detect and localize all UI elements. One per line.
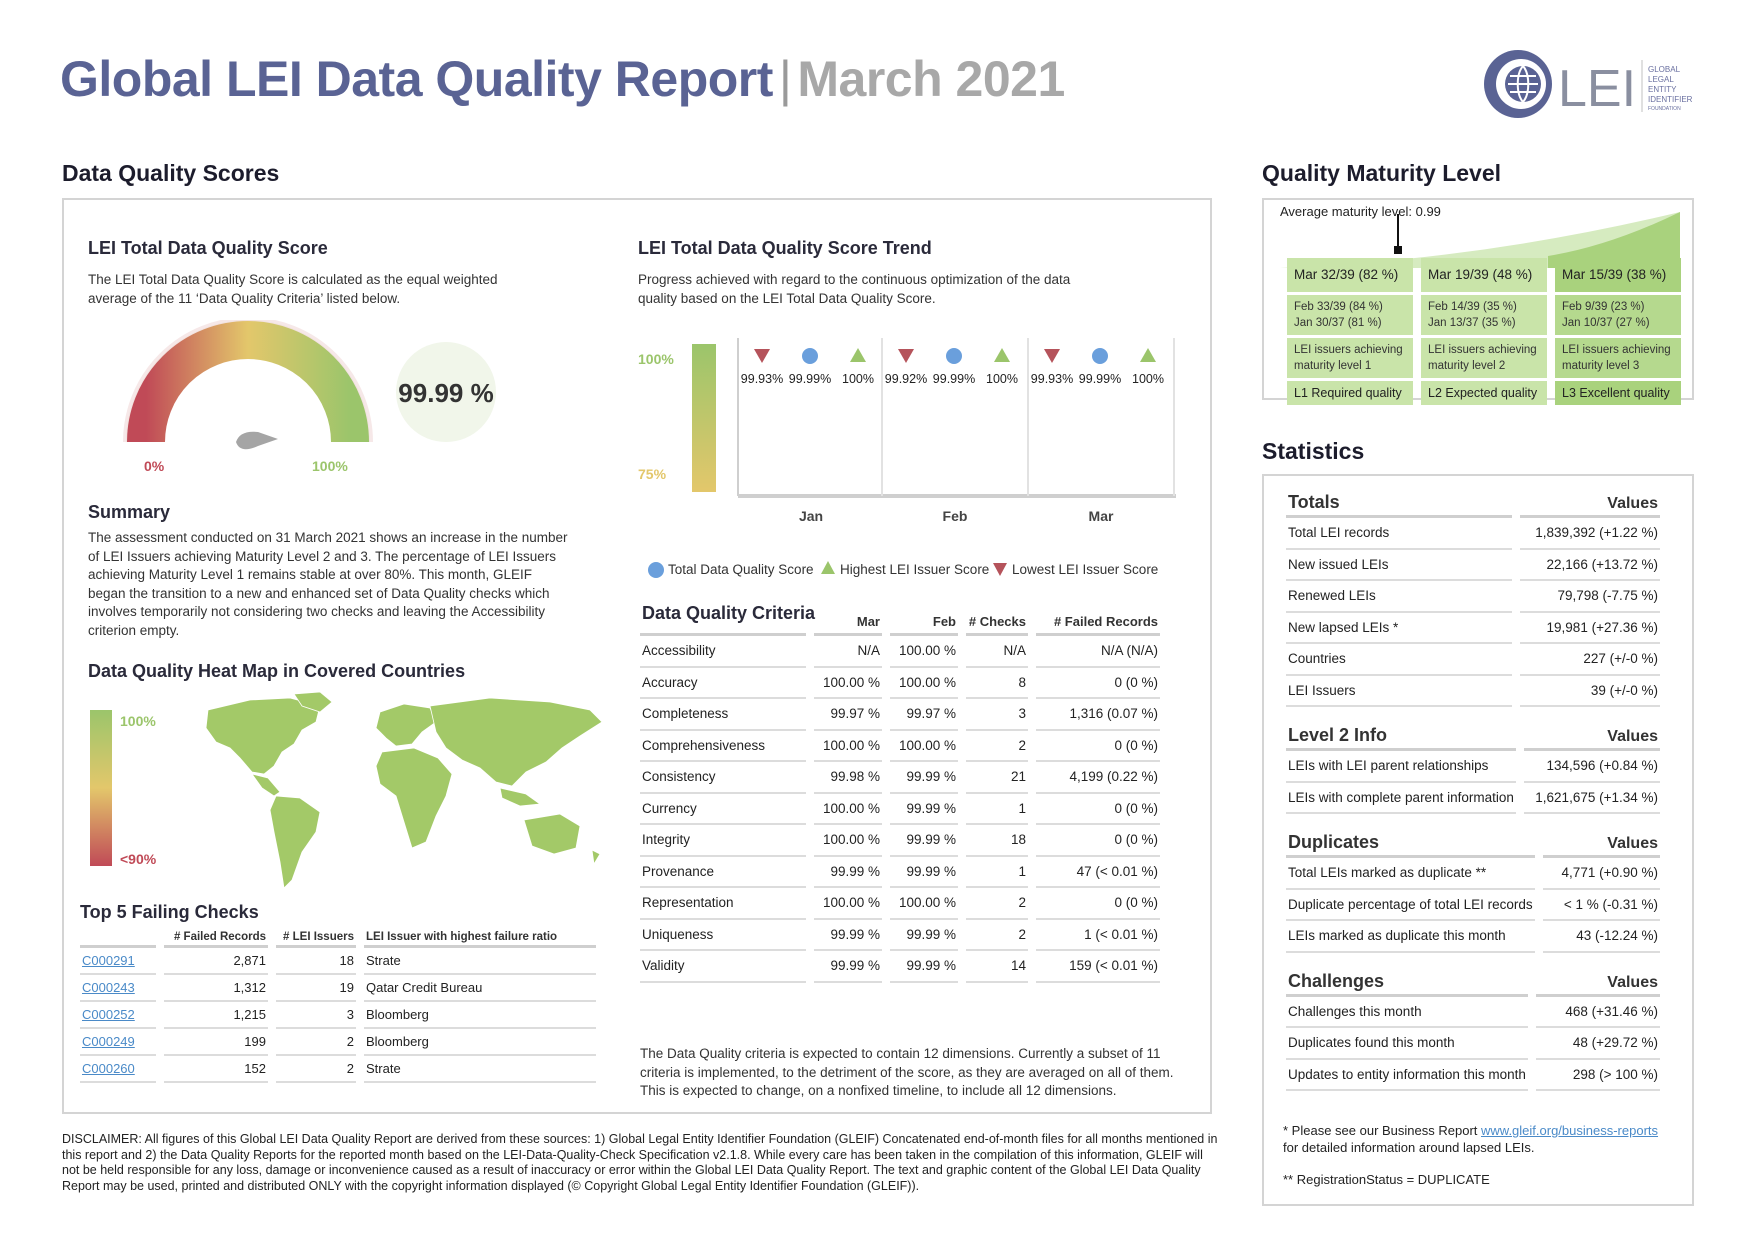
globe-logo-icon xyxy=(1480,46,1700,126)
criterion-feb: 99.97 % xyxy=(890,699,958,731)
criterion-checks: 2 xyxy=(966,888,1028,920)
check-code-link[interactable]: C000260 xyxy=(80,1056,156,1083)
fail-col-code xyxy=(80,928,156,948)
table-row xyxy=(1286,1060,1660,1092)
logo-caption-4: IDENTIFIER xyxy=(1648,95,1693,104)
gauge-needle xyxy=(236,432,278,449)
maturity-desc-level: maturity level 2 xyxy=(1428,360,1506,372)
table-row xyxy=(80,1056,596,1083)
stat-value: 19,981 (+27.36 %) xyxy=(1520,613,1660,645)
criterion-mar: 100.00 % xyxy=(814,668,882,700)
stat-label: Total LEIs marked as duplicate ** xyxy=(1286,858,1535,890)
top-failing-title: Top 5 Failing Checks xyxy=(80,902,259,922)
total-score-marker-feb xyxy=(946,348,962,364)
criterion-checks: 14 xyxy=(966,951,1028,983)
maturity-label: L1 Required quality xyxy=(1287,381,1413,405)
criterion-name: Comprehensiveness xyxy=(640,731,806,763)
fail-col-failed: # Failed Records xyxy=(164,928,268,948)
heatmap-scale-bar xyxy=(90,710,112,866)
maturity-jan: Jan 10/37 (27 %) xyxy=(1562,317,1650,329)
criterion-failed: 0 (0 %) xyxy=(1036,888,1160,920)
table-row xyxy=(640,920,1160,952)
fail-col-issuer: LEI Issuer with highest failure ratio xyxy=(364,928,596,948)
lowest-score-marker-mar xyxy=(1044,349,1060,363)
stats-group-name: Duplicates xyxy=(1286,824,1535,858)
stat-label: LEIs with complete parent information xyxy=(1286,783,1516,815)
maturity-jan: Jan 30/37 (81 %) xyxy=(1294,317,1382,329)
criterion-checks: 8 xyxy=(966,668,1028,700)
logo-caption-2: LEGAL xyxy=(1648,75,1674,84)
criterion-name: Provenance xyxy=(640,857,806,889)
trend-month-label: Feb xyxy=(942,508,968,524)
table-row xyxy=(1286,644,1660,676)
failed-records: 2,871 xyxy=(164,948,268,975)
criterion-checks: 21 xyxy=(966,762,1028,794)
issuer-name: Qatar Credit Bureau xyxy=(364,975,596,1002)
maturity-marker xyxy=(1394,246,1402,254)
criterion-failed: 0 (0 %) xyxy=(1036,794,1160,826)
stats-group-name: Challenges xyxy=(1286,963,1528,997)
stat-value: 39 (+/-0 %) xyxy=(1520,676,1660,708)
maturity-desc-level: maturity level 3 xyxy=(1562,360,1640,372)
table-row xyxy=(640,951,1160,983)
criteria-col-mar: Mar xyxy=(814,612,882,636)
stats-group-name: Totals xyxy=(1286,484,1512,518)
maturity-current: Mar 19/39 (48 %) xyxy=(1421,258,1547,292)
maturity-label: L2 Expected quality xyxy=(1421,381,1547,405)
table-row xyxy=(1286,858,1660,890)
heatmap-scale-top: 100% xyxy=(120,713,156,729)
criterion-name: Validity xyxy=(640,951,806,983)
criterion-feb: 100.00 % xyxy=(890,731,958,763)
table-row xyxy=(640,668,1160,700)
criterion-mar: 100.00 % xyxy=(814,825,882,857)
check-code-link[interactable]: C000252 xyxy=(80,1002,156,1029)
criterion-name: Representation xyxy=(640,888,806,920)
criterion-failed: 0 (0 %) xyxy=(1036,825,1160,857)
lowest-score-marker-jan xyxy=(754,349,770,363)
criterion-feb: 99.99 % xyxy=(890,825,958,857)
disclaimer: DISCLAIMER: All figures of this Global LEI Data Quality Report are derived from these sources: 1) Global Legal Entity Identifier Foundation (GLEIF) Concatenated end-of-month files for all months mentioned in this report and 2) the Data Quality Reports for the reported month based on the LEI-Data-Quality-Check Specification v2.1.8. While every care has been taken in the compilation of this information, GLEIF will not be held responsible for any loss, damage or inconvenience caused as a result of inaccuracy or error within the Global LEI Data Quality Report. The text and graphic content of the Global LEI Data Quality Report may be used, printed and distributed ONLY with the copyright information displayed (© Copyright Global Legal Entity Identifier Foundation (GLEIF)). xyxy=(62,1132,1218,1193)
table-row xyxy=(1286,676,1660,708)
stat-label: LEI Issuers xyxy=(1286,676,1512,708)
lowest-score-label-jan: 99.93% xyxy=(740,372,784,386)
stats-group-table xyxy=(1278,484,1668,707)
statistics-groups xyxy=(1278,484,1668,1091)
stat-label: Challenges this month xyxy=(1286,997,1528,1029)
stat-label: LEIs with LEI parent relationships xyxy=(1286,751,1516,783)
stat-label: New issued LEIs xyxy=(1286,550,1512,582)
logo-caption-5: FOUNDATION xyxy=(1648,106,1681,112)
maturity-col-l1 xyxy=(1287,258,1413,408)
criterion-mar: 99.99 % xyxy=(814,857,882,889)
total-score-marker-mar xyxy=(1092,348,1108,364)
table-row xyxy=(640,794,1160,826)
total-score-label-mar: 99.99% xyxy=(1078,372,1122,386)
criterion-mar: 99.97 % xyxy=(814,699,882,731)
footnote-text: * Please see our Business Report xyxy=(1283,1123,1481,1138)
south-america-shape xyxy=(270,796,320,888)
table-row xyxy=(640,699,1160,731)
criterion-failed: 159 (< 0.01 %) xyxy=(1036,951,1160,983)
legend-triangle-up-icon xyxy=(820,560,836,576)
criterion-checks: 2 xyxy=(966,731,1028,763)
table-row xyxy=(640,636,1160,668)
criterion-feb: 99.99 % xyxy=(890,794,958,826)
stat-value: < 1 % (-0.31 %) xyxy=(1543,890,1660,922)
table-row xyxy=(1286,1028,1660,1060)
europe-shape xyxy=(376,704,436,746)
criterion-checks: 3 xyxy=(966,699,1028,731)
stat-value: 22,166 (+13.72 %) xyxy=(1520,550,1660,582)
criterion-failed: N/A (N/A) xyxy=(1036,636,1160,668)
stats-group-table xyxy=(1278,717,1668,814)
logo-caption-1: GLOBAL xyxy=(1648,65,1681,74)
criterion-name: Accessibility xyxy=(640,636,806,668)
stat-value: 298 (> 100 %) xyxy=(1536,1060,1660,1092)
issuer-name: Bloomberg xyxy=(364,1029,596,1056)
issuer-count: 18 xyxy=(276,948,356,975)
maturity-label: L3 Excellent quality xyxy=(1555,381,1681,405)
stat-value: 79,798 (-7.75 %) xyxy=(1520,581,1660,613)
table-row xyxy=(1286,613,1660,645)
highest-score-label-jan: 100% xyxy=(842,372,874,386)
stat-label: Countries xyxy=(1286,644,1512,676)
criterion-failed: 47 (< 0.01 %) xyxy=(1036,857,1160,889)
criterion-mar: 100.00 % xyxy=(814,794,882,826)
stat-value: 4,771 (+0.90 %) xyxy=(1543,858,1660,890)
title-date: March 2021 xyxy=(797,51,1065,107)
maturity-col-l2 xyxy=(1421,258,1547,408)
criterion-mar: 99.98 % xyxy=(814,762,882,794)
maturity-desc: LEI issuers achieving xyxy=(1294,344,1403,356)
stat-value: 48 (+29.72 %) xyxy=(1536,1028,1660,1060)
lowest-score-label-feb: 99.92% xyxy=(884,372,928,386)
criterion-failed: 4,199 (0.22 %) xyxy=(1036,762,1160,794)
criterion-checks: 2 xyxy=(966,920,1028,952)
table-row xyxy=(640,825,1160,857)
trend-axis-top: 100% xyxy=(638,351,674,367)
highest-score-label-mar: 100% xyxy=(1132,372,1164,386)
criterion-mar: 99.99 % xyxy=(814,920,882,952)
stats-values-header: Values xyxy=(1524,717,1660,751)
maturity-feb: Feb 9/39 (23 %) xyxy=(1562,301,1645,313)
new-zealand-shape xyxy=(592,850,600,864)
criterion-checks: N/A xyxy=(966,636,1028,668)
business-report-link[interactable]: www.gleif.org/business-reports xyxy=(1481,1123,1659,1138)
legend-triangle-down-icon xyxy=(992,562,1008,578)
criterion-name: Accuracy xyxy=(640,668,806,700)
score-value: 99.99 % xyxy=(398,378,494,408)
stats-footnote-2: ** RegistrationStatus = DUPLICATE xyxy=(1283,1172,1490,1187)
africa-shape xyxy=(376,748,452,848)
gauge-value-arc xyxy=(146,340,350,442)
criterion-mar: 100.00 % xyxy=(814,888,882,920)
stat-label: Renewed LEIs xyxy=(1286,581,1512,613)
issuer-count: 19 xyxy=(276,975,356,1002)
criteria-note: The Data Quality criteria is expected to contain 12 dimensions. Currently a subset of 11 criteria is implemented, to the detriment of the score, as they are averaged on all of them. This is expected to change, on a nonfixed timeline, to include all 12 dimensions. xyxy=(640,1046,1174,1098)
total-score-description: The LEI Total Data Quality Score is calculated as the equal weighted average of the 11 ‘Data Quality Criteria’ listed below. xyxy=(88,272,498,306)
title-separator: | xyxy=(778,51,792,107)
trend-legend xyxy=(648,560,1159,582)
table-row xyxy=(1286,890,1660,922)
criterion-failed: 1,316 (0.07 %) xyxy=(1036,699,1160,731)
stats-values-header: Values xyxy=(1520,484,1660,518)
criterion-name: Consistency xyxy=(640,762,806,794)
lowest-score-label-mar: 99.93% xyxy=(1030,372,1074,386)
criterion-checks: 1 xyxy=(966,857,1028,889)
failed-records: 1,215 xyxy=(164,1002,268,1029)
summary-title: Summary xyxy=(88,502,171,522)
top-failing-table xyxy=(72,928,604,1083)
failed-records: 199 xyxy=(164,1029,268,1056)
trend-month-label: Mar xyxy=(1088,508,1114,524)
maturity-col-l3 xyxy=(1555,258,1681,408)
stats-values-header: Values xyxy=(1543,824,1660,858)
legend-highest: Highest LEI Issuer Score xyxy=(840,562,990,577)
criterion-feb: 99.99 % xyxy=(890,857,958,889)
criterion-failed: 0 (0 %) xyxy=(1036,731,1160,763)
score-gauge xyxy=(118,320,378,460)
criteria-col-name xyxy=(640,612,806,636)
central-america-shape xyxy=(252,774,280,796)
stat-label: Duplicates found this month xyxy=(1286,1028,1528,1060)
stat-value: 1,621,675 (+1.34 %) xyxy=(1524,783,1660,815)
criterion-mar: N/A xyxy=(814,636,882,668)
criteria-col-failed: # Failed Records xyxy=(1036,612,1160,636)
trend-scale-bar xyxy=(692,344,716,492)
failed-records: 152 xyxy=(164,1056,268,1083)
maturity-current: Mar 32/39 (82 %) xyxy=(1287,258,1413,292)
table-row xyxy=(1286,921,1660,953)
total-score-marker-jan xyxy=(802,348,818,364)
failed-records: 1,312 xyxy=(164,975,268,1002)
gleif-logo xyxy=(1480,46,1700,126)
maturity-title: Quality Maturity Level xyxy=(1262,160,1502,186)
criteria-table xyxy=(632,612,1168,983)
criterion-feb: 99.99 % xyxy=(890,920,958,952)
table-row xyxy=(1286,550,1660,582)
gauge-min-label: 0% xyxy=(144,458,165,474)
criterion-mar: 100.00 % xyxy=(814,731,882,763)
dq-section-title: Data Quality Scores xyxy=(62,160,280,186)
legend-lowest: Lowest LEI Issuer Score xyxy=(1012,562,1159,577)
criterion-checks: 18 xyxy=(966,825,1028,857)
report-title xyxy=(60,50,1065,108)
criteria-col-checks: # Checks xyxy=(966,612,1028,636)
table-row xyxy=(80,975,596,1002)
check-code-link[interactable]: C000291 xyxy=(80,948,156,975)
legend-total: Total Data Quality Score xyxy=(668,562,814,577)
total-score-label-jan: 99.99% xyxy=(788,372,832,386)
maturity-feb: Feb 14/39 (35 %) xyxy=(1428,301,1517,313)
criterion-name: Completeness xyxy=(640,699,806,731)
issuer-name: Strate xyxy=(364,1056,596,1083)
fail-col-issuers: # LEI Issuers xyxy=(276,928,356,948)
stat-value: 227 (+/-0 %) xyxy=(1520,644,1660,676)
stats-group-table xyxy=(1278,824,1668,953)
stat-label: Updates to entity information this month xyxy=(1286,1060,1528,1092)
stat-value: 134,596 (+0.84 %) xyxy=(1524,751,1660,783)
table-row xyxy=(1286,751,1660,783)
criterion-mar: 99.99 % xyxy=(814,951,882,983)
criterion-feb: 99.99 % xyxy=(890,951,958,983)
table-row xyxy=(1286,783,1660,815)
criterion-failed: 1 (< 0.01 %) xyxy=(1036,920,1160,952)
trend-title: LEI Total Data Quality Score Trend xyxy=(638,238,932,258)
north-america-shape xyxy=(206,698,320,774)
check-code-link[interactable]: C000249 xyxy=(80,1029,156,1056)
criterion-feb: 100.00 % xyxy=(890,888,958,920)
maturity-columns xyxy=(1287,258,1687,398)
southeast-asia-shape xyxy=(500,788,540,806)
trend-description: Progress achieved with regard to the continuous optimization of the data quality based on the LEI Total Data Quality Score. xyxy=(638,272,1071,306)
table-row xyxy=(80,1029,596,1056)
issuer-name: Strate xyxy=(364,948,596,975)
footnote-text-2: for detailed information around lapsed LEIs. xyxy=(1283,1140,1535,1155)
criteria-col-feb: Feb xyxy=(890,612,958,636)
table-row xyxy=(1286,997,1660,1029)
lowest-score-marker-feb xyxy=(898,349,914,363)
maturity-jan: Jan 13/37 (35 %) xyxy=(1428,317,1516,329)
issuer-count: 2 xyxy=(276,1029,356,1056)
stat-value: 468 (+31.46 %) xyxy=(1536,997,1660,1029)
table-row xyxy=(640,762,1160,794)
stat-label: Duplicate percentage of total LEI records xyxy=(1286,890,1535,922)
maturity-desc-level: maturity level 1 xyxy=(1294,360,1372,372)
criterion-feb: 100.00 % xyxy=(890,636,958,668)
statistics-title: Statistics xyxy=(1262,438,1365,464)
criteria-title: Data Quality Criteria xyxy=(642,603,816,623)
table-row xyxy=(1286,581,1660,613)
table-row xyxy=(640,888,1160,920)
stats-values-header: Values xyxy=(1536,963,1660,997)
stat-label: Total LEI records xyxy=(1286,518,1512,550)
stats-group-table xyxy=(1278,963,1668,1092)
maturity-desc: LEI issuers achieving xyxy=(1428,344,1537,356)
highest-score-label-feb: 100% xyxy=(986,372,1018,386)
summary-text: The assessment conducted on 31 March 2021 shows an increase in the number of LEI Issuers achieving Maturity Level 2 and 3. The percentage of LEI Issuers achieving Maturity Level 1 remains stable at over 80%. This month, GLEIF began the transition to a new and enhanced set of Data Quality checks which involves temporarily not considering two checks and leaving the Accessibility criterion empty. xyxy=(88,530,568,638)
highest-score-marker-feb xyxy=(994,348,1010,362)
table-row xyxy=(1286,518,1660,550)
trend-axis-bottom: 75% xyxy=(638,466,667,482)
table-row xyxy=(640,731,1160,763)
total-score-title: LEI Total Data Quality Score xyxy=(88,238,328,258)
australia-shape xyxy=(524,814,580,854)
criterion-feb: 100.00 % xyxy=(890,668,958,700)
issuer-name: Bloomberg xyxy=(364,1002,596,1029)
stat-label: New lapsed LEIs * xyxy=(1286,613,1512,645)
maturity-desc: LEI issuers achieving xyxy=(1562,344,1671,356)
criterion-checks: 1 xyxy=(966,794,1028,826)
stats-footnote-1 xyxy=(1283,1122,1683,1156)
criterion-name: Uniqueness xyxy=(640,920,806,952)
stat-value: 1,839,392 (+1.22 %) xyxy=(1520,518,1660,550)
maturity-current: Mar 15/39 (38 %) xyxy=(1555,258,1681,292)
gauge-max-label: 100% xyxy=(312,458,348,474)
highest-score-marker-jan xyxy=(850,348,866,362)
title-main: Global LEI Data Quality Report xyxy=(60,51,773,107)
table-row xyxy=(80,948,596,975)
logo-caption-3: ENTITY xyxy=(1648,85,1677,94)
stats-group-name: Level 2 Info xyxy=(1286,717,1516,751)
asia-shape xyxy=(430,698,602,786)
logo-text: LEI xyxy=(1558,60,1637,118)
trend-month-label: Jan xyxy=(798,508,824,524)
table-row xyxy=(640,857,1160,889)
criterion-name: Currency xyxy=(640,794,806,826)
criterion-failed: 0 (0 %) xyxy=(1036,668,1160,700)
heatmap-scale-bottom: <90% xyxy=(120,851,157,867)
maturity-feb: Feb 33/39 (84 %) xyxy=(1294,301,1383,313)
criterion-name: Integrity xyxy=(640,825,806,857)
legend-circle-icon xyxy=(648,562,664,578)
total-score-label-feb: 99.99% xyxy=(932,372,976,386)
trend-chart xyxy=(730,330,1180,530)
table-row xyxy=(80,1002,596,1029)
check-code-link[interactable]: C000243 xyxy=(80,975,156,1002)
world-heat-map xyxy=(190,692,620,902)
issuer-count: 3 xyxy=(276,1002,356,1029)
highest-score-marker-mar xyxy=(1140,348,1156,362)
criterion-feb: 99.99 % xyxy=(890,762,958,794)
stat-value: 43 (-12.24 %) xyxy=(1543,921,1660,953)
issuer-count: 2 xyxy=(276,1056,356,1083)
maturity-average: Average maturity level: 0.99 xyxy=(1280,204,1441,219)
heatmap-title: Data Quality Heat Map in Covered Countries xyxy=(88,661,466,681)
stat-label: LEIs marked as duplicate this month xyxy=(1286,921,1535,953)
